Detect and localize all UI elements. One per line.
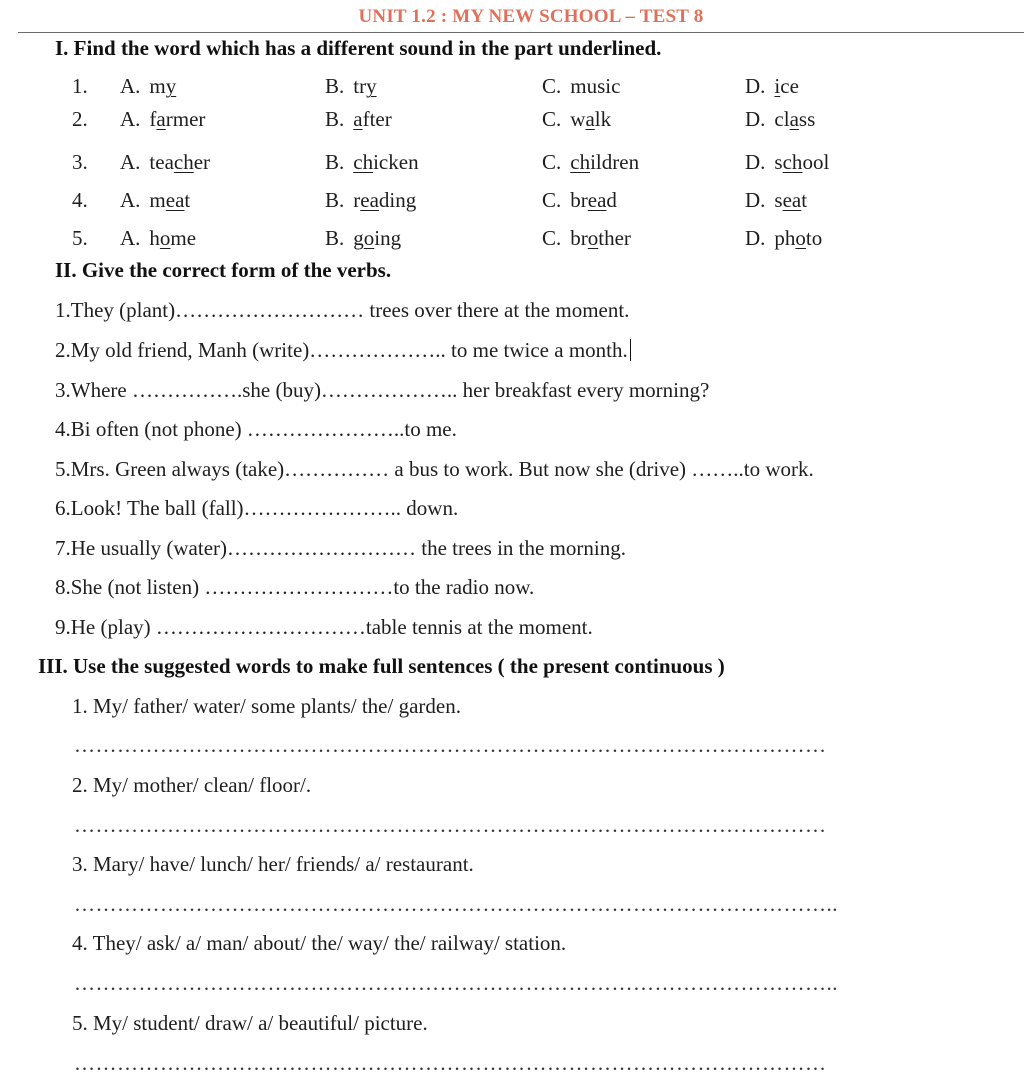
- section-3-heading: III. Use the suggested words to make full sentences ( the present continuous ): [38, 654, 725, 678]
- verb-exercise-text: 6.Look! The ball (fall)………………….. down.: [55, 496, 459, 520]
- option-letter: D.: [745, 226, 766, 250]
- answer-option: [325, 226, 401, 251]
- option-word-start: m: [149, 188, 166, 212]
- option-word-start: m: [149, 74, 166, 98]
- option-word-start: h: [149, 226, 160, 250]
- option-letter: A.: [120, 226, 141, 250]
- option-word-start: ph: [774, 226, 796, 250]
- answer-option: [325, 74, 377, 99]
- answer-option: [120, 150, 210, 175]
- verb-exercise-text: 2.My old friend, Manh (write)……………….. to me twice a month.: [55, 338, 628, 362]
- text-cursor: [630, 339, 631, 361]
- option-word-start: br: [570, 188, 588, 212]
- underlined-part: y: [165, 74, 177, 98]
- option-word-start: tea: [149, 150, 174, 174]
- verb-exercise-item: [55, 457, 814, 482]
- question-number: 4.: [72, 188, 88, 212]
- option-word-end: me: [170, 226, 197, 250]
- option-word-end: ing: [374, 226, 402, 250]
- sentence-prompt: 3. Mary/ have/ lunch/ her/ friends/ a/ restaurant.: [72, 852, 474, 876]
- option-word-end: ss: [798, 107, 816, 131]
- sentence-prompt: 4. They/ ask/ a/ man/ about/ the/ way/ the/ railway/ station.: [72, 931, 567, 955]
- sentence-prompt: 2. My/ mother/ clean/ floor/.: [72, 773, 312, 797]
- option-letter: A.: [120, 150, 141, 174]
- answer-option: [542, 188, 617, 213]
- option-letter: C.: [542, 226, 562, 250]
- verb-exercise-text: 1.They (plant)……………………… trees over there at the moment.: [55, 298, 630, 322]
- answer-option: [745, 74, 799, 99]
- underlined-part: o: [587, 226, 599, 250]
- option-letter: C.: [542, 74, 562, 98]
- option-word-start: br: [570, 226, 588, 250]
- answer-line[interactable]: ……………………………………………………………………………………………: [74, 733, 827, 757]
- option-letter: D.: [745, 188, 766, 212]
- option-word-start: s: [774, 150, 783, 174]
- answer-option: [325, 150, 419, 175]
- option-letter: D.: [745, 150, 766, 174]
- option-word-start: w: [570, 107, 586, 131]
- option-word-start: g: [353, 226, 364, 250]
- underlined-part: o: [363, 226, 375, 250]
- answer-option: [745, 107, 815, 132]
- underlined-part: i: [774, 74, 781, 98]
- option-letter: B.: [325, 107, 345, 131]
- option-word-start: cl: [774, 107, 790, 131]
- option-word-start: music: [570, 74, 621, 98]
- underlined-part: a: [156, 107, 166, 131]
- verb-exercise-item: [55, 417, 457, 442]
- option-word-start: f: [149, 107, 157, 131]
- underlined-part: ch: [353, 150, 374, 174]
- option-word-end: ther: [598, 226, 631, 250]
- section-1-heading: I. Find the word which has a different sound in the part underlined.: [55, 36, 662, 60]
- answer-option: [745, 226, 822, 251]
- answer-option: [745, 150, 829, 175]
- answer-option: [542, 74, 620, 99]
- option-word-end: ool: [802, 150, 830, 174]
- answer-option: [542, 226, 631, 251]
- option-word-end: ildren: [590, 150, 640, 174]
- option-word-end: d: [606, 188, 617, 212]
- verb-exercise-item: [55, 575, 534, 600]
- underlined-part: ea: [587, 188, 607, 212]
- option-word-end: t: [801, 188, 808, 212]
- underlined-part: ch: [570, 150, 591, 174]
- underlined-part: ch: [173, 150, 194, 174]
- answer-option: [745, 188, 807, 213]
- answer-line[interactable]: ……………………………………………………………………………………………..: [74, 892, 838, 916]
- answer-option: [120, 107, 205, 132]
- answer-option: [120, 74, 176, 99]
- verb-exercise-text: 9.He (play) …………………………table tennis at the moment.: [55, 615, 593, 639]
- underlined-part: a: [353, 107, 363, 131]
- option-letter: B.: [325, 226, 345, 250]
- option-word-end: rmer: [165, 107, 206, 131]
- underlined-part: a: [789, 107, 799, 131]
- verb-exercise-item: [55, 338, 631, 363]
- option-letter: D.: [745, 74, 766, 98]
- sentence-prompt: 1. My/ father/ water/ some plants/ the/ garden.: [72, 694, 461, 718]
- verb-exercise-text: 7.He usually (water)……………………… the trees in the morning.: [55, 536, 626, 560]
- header-divider: [18, 32, 1024, 33]
- sentence-prompt: 5. My/ student/ draw/ a/ beautiful/ picture.: [72, 1011, 428, 1035]
- section-2-heading: II. Give the correct form of the verbs.: [55, 258, 392, 282]
- option-letter: A.: [120, 107, 141, 131]
- underlined-part: ch: [782, 150, 803, 174]
- answer-line[interactable]: ……………………………………………………………………………………………: [74, 813, 827, 837]
- option-letter: B.: [325, 150, 345, 174]
- answer-option: [325, 107, 392, 132]
- option-word-start: tr: [353, 74, 367, 98]
- answer-option: [325, 188, 416, 213]
- verb-exercise-item: [55, 378, 709, 403]
- option-letter: D.: [745, 107, 766, 131]
- answer-option: [542, 150, 639, 175]
- question-number: 2.: [72, 107, 88, 131]
- underlined-part: y: [366, 74, 377, 98]
- verb-exercise-item: [55, 496, 458, 521]
- underlined-part: o: [795, 226, 806, 250]
- verb-exercise-item: [55, 298, 629, 323]
- option-word-end: to: [805, 226, 823, 250]
- underlined-part: ea: [782, 188, 802, 212]
- question-number: 5.: [72, 226, 88, 250]
- underlined-part: a: [585, 107, 595, 131]
- answer-line[interactable]: ……………………………………………………………………………………………..: [74, 971, 838, 995]
- option-letter: A.: [120, 188, 141, 212]
- question-number: 3.: [72, 150, 88, 174]
- option-letter: B.: [325, 188, 345, 212]
- option-letter: C.: [542, 150, 562, 174]
- underlined-part: ea: [360, 188, 379, 212]
- option-word-end: ding: [378, 188, 417, 212]
- option-word-start: r: [353, 188, 361, 212]
- verb-exercise-text: 5.Mrs. Green always (take)…………… a bus to work. But now she (drive) ……..to work.: [55, 457, 814, 481]
- verb-exercise-item: [55, 536, 626, 561]
- page-title: UNIT 1.2 : MY NEW SCHOOL – TEST 8: [358, 6, 704, 27]
- question-number: 1.: [72, 74, 88, 98]
- answer-option: [120, 188, 190, 213]
- option-word-start: s: [774, 188, 783, 212]
- verb-exercise-text: 4.Bi often (not phone) …………………..to me.: [55, 417, 457, 441]
- option-word-end: lk: [594, 107, 612, 131]
- option-word-end: t: [184, 188, 191, 212]
- underlined-part: o: [159, 226, 171, 250]
- answer-line[interactable]: ……………………………………………………………………………………………: [74, 1051, 827, 1075]
- answer-option: [120, 226, 196, 251]
- option-word-end: fter: [362, 107, 392, 131]
- option-word-end: icken: [373, 150, 419, 174]
- verb-exercise-text: 3.Where …………….she (buy)……………….. her breakfast every morning?: [55, 378, 710, 402]
- option-letter: A.: [120, 74, 141, 98]
- answer-option: [542, 107, 611, 132]
- option-letter: B.: [325, 74, 345, 98]
- option-word-end: ce: [780, 74, 799, 98]
- option-letter: C.: [542, 107, 562, 131]
- option-letter: C.: [542, 188, 562, 212]
- verb-exercise-text: 8.She (not listen) ………………………to the radio now.: [55, 575, 535, 599]
- underlined-part: ea: [165, 188, 185, 212]
- option-word-end: er: [193, 150, 211, 174]
- verb-exercise-item: [55, 615, 593, 640]
